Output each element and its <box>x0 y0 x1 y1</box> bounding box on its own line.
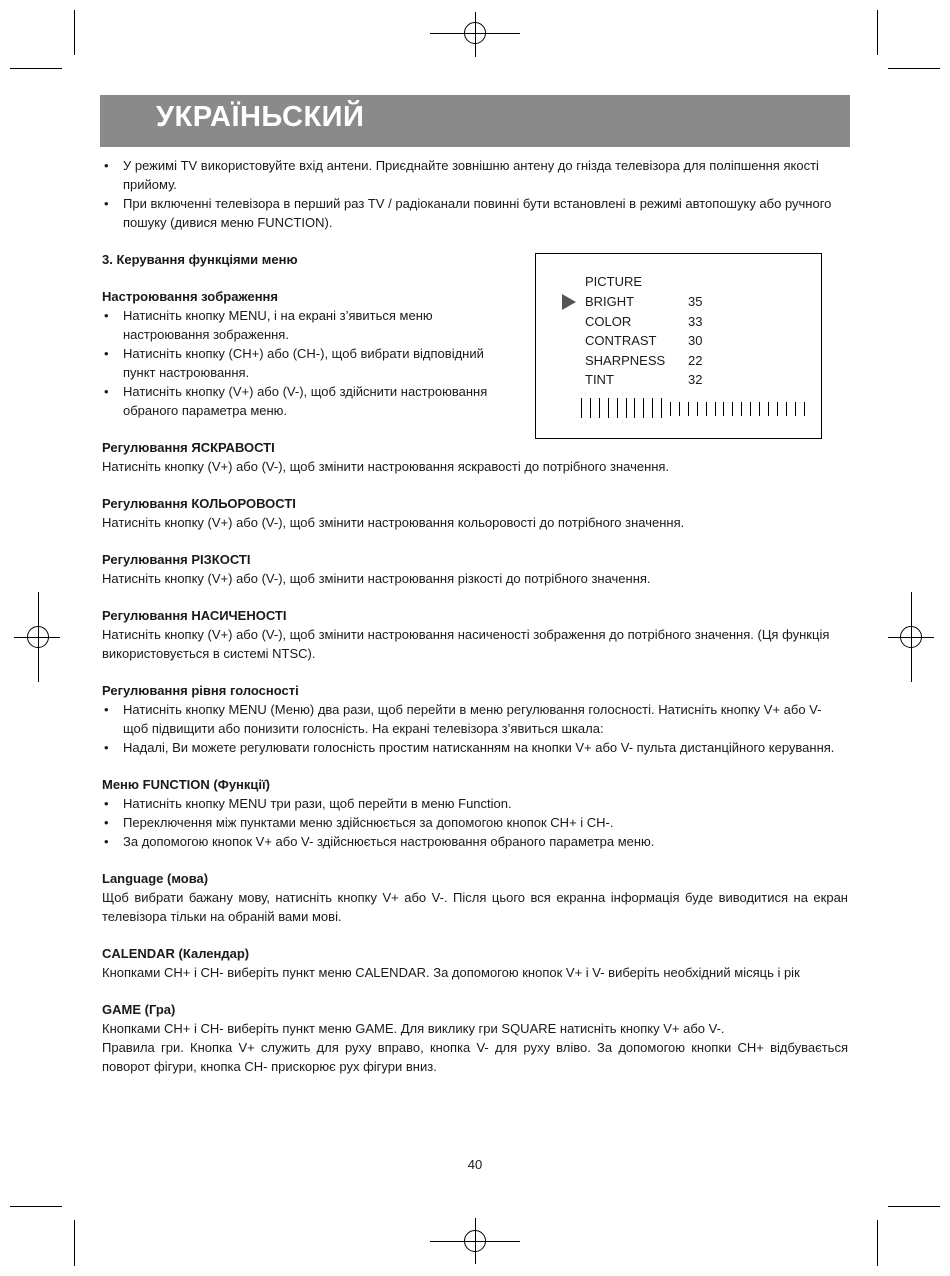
game-heading: GAME (Гра) <box>102 1002 176 1017</box>
scale-tick <box>804 402 805 416</box>
section-heading: 3. Керування функціями меню <box>102 252 298 267</box>
scale-tick <box>688 402 689 416</box>
scale-tick <box>706 402 707 416</box>
menu-value: 30 <box>688 333 703 348</box>
list-item: • При включенні телевізора в перший раз TV / радіоканали повинні бути встановлені в режимі автопошуку або ручного пошуку (дивися меню FUNCTION). <box>102 194 848 232</box>
scale-tick <box>795 402 796 416</box>
picture-setup-list <box>102 306 512 420</box>
scale-tick <box>679 402 680 416</box>
menu-row-sharpness <box>585 353 785 371</box>
picture-setup-heading: Настроювання зображення <box>102 289 278 304</box>
scale-tick <box>786 402 787 416</box>
level-scale <box>581 398 821 418</box>
menu-value: 33 <box>688 314 703 329</box>
volume-list <box>102 700 848 757</box>
menu-label: TINT <box>585 372 614 387</box>
scale-tick <box>732 402 733 416</box>
list-item: • Натисніть кнопку (CH+) або (CH-), щоб вибрати відповідний пункт настроювання. <box>102 344 512 382</box>
list-item: • Переключення між пунктами меню здійснюється за допомогою кнопок CH+ і CH-. <box>102 813 848 832</box>
header-bar <box>100 95 850 147</box>
list-item: • Натисніть кнопку MENU (Меню) два рази, щоб перейти в меню регулювання голосності. Натисніть кнопку V+ або V- щоб підвищити або понизити голосність. На екрані телевізора з’явиться шкала: <box>102 700 848 738</box>
intro-list <box>102 156 848 232</box>
menu-row-color <box>585 314 785 332</box>
scale-tick <box>590 398 591 418</box>
brightness-text: Натисніть кнопку (V+) або (V-), щоб змінити настроювання яскравості до потрібного значення. <box>102 459 670 474</box>
scale-tick <box>777 402 778 416</box>
page-number: 40 <box>467 1157 483 1172</box>
menu-row-tint <box>585 372 785 390</box>
list-item: • Надалі, Ви можете регулювати голосність простим натисканням на кнопки V+ або V- пульта дистанційного керування. <box>102 738 848 757</box>
scale-tick <box>617 398 618 418</box>
scale-tick <box>652 398 653 418</box>
brightness-heading: Регулювання ЯСКРАВОСТІ <box>102 440 275 455</box>
list-item: • У режимі TV використовуйте вхід антени. Приєднайте зовнішню антену до гнізда телевізора для поліпшення якості прийому. <box>102 156 848 194</box>
menu-label: COLOR <box>585 314 632 329</box>
color-heading: Регулювання КОЛЬОРОВОСТІ <box>102 496 296 511</box>
color-text: Натисніть кнопку (V+) або (V-), щоб змінити настроювання кольоровості до потрібного значення. <box>102 515 685 530</box>
sharpness-text: Натисніть кнопку (V+) або (V-), щоб змінити настроювання різкості до потрібного значення. <box>102 571 651 586</box>
scale-tick <box>670 402 671 416</box>
saturation-heading: Регулювання НАСИЧЕНОСТІ <box>102 608 287 623</box>
menu-value: 32 <box>688 372 703 387</box>
saturation-text: Натисніть кнопку (V+) або (V-), щоб змінити настроювання насиченості зображення до потрібного значення. (Ця функція використовується в системі NTSC). <box>102 627 830 661</box>
language-text: Щоб вибрати бажану мову, натисніть кнопку V+ або V-. Після цього вся екранна інформація буде виводитися на екран телевізора тільки на обраній вами мові. <box>102 890 848 924</box>
menu-value: 35 <box>688 294 703 309</box>
scale-tick <box>599 398 600 418</box>
sharpness-heading: Регулювання РІЗКОСТІ <box>102 552 251 567</box>
page-title: УКРАЇНЬСКИЙ <box>156 101 365 133</box>
scale-tick <box>723 402 724 416</box>
list-item: • Натисніть кнопку MENU три рази, щоб перейти в меню Function. <box>102 794 848 813</box>
scale-tick <box>634 398 635 418</box>
game-text-1: Кнопками CH+ і CH- виберіть пункт меню GAME. Для виклику гри SQUARE натисніть кнопку V+ або V-. <box>102 1021 725 1036</box>
menu-value: 22 <box>688 353 703 368</box>
calendar-text: Кнопками CH+ і CH- виберіть пункт меню CALENDAR. За допомогою кнопок V+ і V- виберіть необхідний місяць і рік <box>102 965 800 980</box>
scale-tick <box>626 398 627 418</box>
scale-tick <box>608 398 609 418</box>
selector-arrow-icon <box>562 294 576 310</box>
menu-row-bright <box>585 294 785 312</box>
menu-label: CONTRAST <box>585 333 657 348</box>
menu-label: SHARPNESS <box>585 353 666 368</box>
list-item: • Натисніть кнопку (V+) або (V-), щоб здійснити настроювання обраного параметра меню. <box>102 382 512 420</box>
list-item: • Натисніть кнопку MENU, і на екрані з’явиться меню настроювання зображення. <box>102 306 512 344</box>
calendar-heading: CALENDAR (Календар) <box>102 946 250 961</box>
function-menu-list <box>102 794 848 851</box>
scale-tick <box>750 402 751 416</box>
scale-tick <box>581 398 582 418</box>
picture-menu-illustration <box>535 253 822 439</box>
menu-row-contrast <box>585 333 785 351</box>
volume-heading: Регулювання рівня голосності <box>102 683 299 698</box>
game-text-2: Правила гри. Кнопка V+ служить для руху вправо, кнопка V- для руху вліво. За допомогою кнопки CH+ відбувається поворот фігури, кнопка CH- прискорює рух фігури вниз. <box>102 1040 848 1074</box>
scale-tick <box>768 402 769 416</box>
menu-title: PICTURE <box>585 274 643 289</box>
function-menu-heading: Меню FUNCTION (Функції) <box>102 777 270 792</box>
scale-tick <box>697 402 698 416</box>
scale-tick <box>741 402 742 416</box>
menu-label: BRIGHT <box>585 294 635 309</box>
scale-tick <box>715 402 716 416</box>
language-heading: Language (мова) <box>102 871 209 886</box>
list-item: • За допомогою кнопок V+ або V- здійснюється настроювання обраного параметра меню. <box>102 832 848 851</box>
scale-tick <box>759 402 760 416</box>
scale-tick <box>643 398 644 418</box>
scale-tick <box>661 398 662 418</box>
